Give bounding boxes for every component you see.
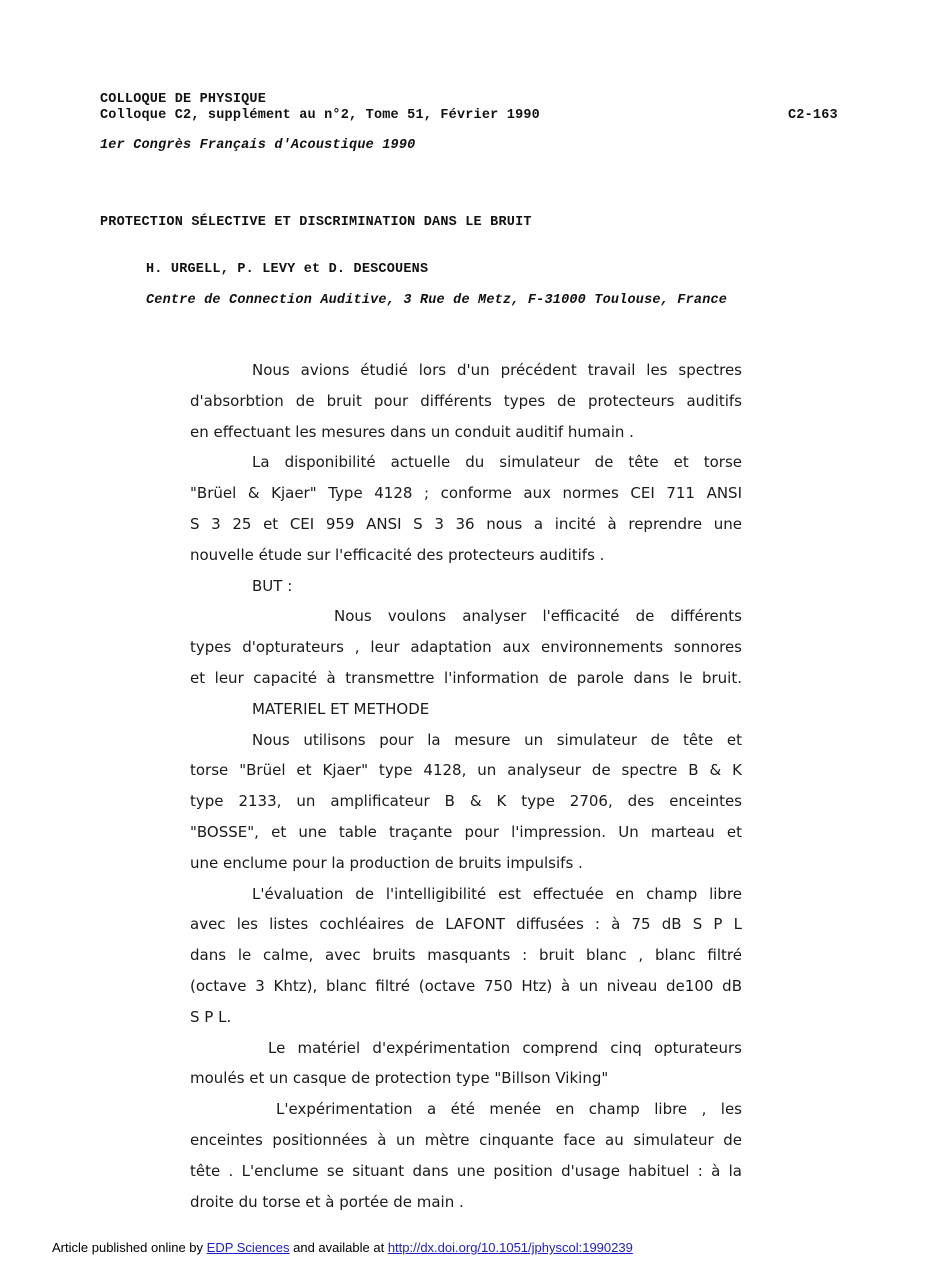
body-line: une enclume pour la production de bruits impulsifs .	[190, 853, 583, 872]
body-line: torse "Brüel et Kjaer" type 4128, un analyseur de spectre B & K	[190, 761, 742, 780]
publication-footer	[52, 1240, 633, 1255]
body-line: nouvelle étude sur l'efficacité des protecteurs auditifs .	[190, 545, 605, 564]
body-line: "Brüel & Kjaer" Type 4128 ; conforme aux normes CEI 711 ANSI	[190, 484, 742, 503]
body-line: et leur capacité à transmettre l'information de parole dans le bruit.	[190, 668, 742, 687]
body-line: type 2133, un amplificateur B & K type 2706, des enceintes	[190, 792, 742, 811]
body-line: "BOSSE", et une table traçante pour l'impression. Un marteau et	[190, 822, 742, 841]
body-line: moulés et un casque de protection type "Billson Viking"	[190, 1069, 609, 1088]
body-line: Nous avions étudié lors d'un précédent travail les spectres	[252, 361, 742, 379]
body-line: droite du torse et à portée de main .	[190, 1192, 464, 1211]
footer-middle: and available at	[289, 1240, 388, 1255]
article-body	[190, 355, 742, 1217]
congress-name: 1er Congrès Français d'Acoustique 1990	[100, 138, 416, 153]
body-line: (octave 3 Khtz), blanc filtré (octave 750 Htz) à un niveau de100 dB	[190, 976, 742, 995]
body-line: en effectuant les mesures dans un conduit auditif humain .	[190, 422, 634, 441]
edp-sciences-link[interactable]: EDP Sciences	[206, 1240, 290, 1255]
article-title: PROTECTION SÉLECTIVE ET DISCRIMINATION DANS LE BRUIT	[100, 215, 532, 230]
body-line: S 3 25 et CEI 959 ANSI S 3 36 nous a incité à reprendre une	[190, 514, 742, 533]
supplement-info: Colloque C2, supplément au n°2, Tome 51, Février 1990	[100, 108, 540, 123]
body-line: Nous voulons analyser l'efficacité de différents	[334, 607, 742, 626]
body-line: dans le calme, avec bruits masquants : bruit blanc , blanc filtré	[190, 946, 742, 965]
body-line: types d'opturateurs , leur adaptation aux environnements sonnores	[190, 638, 742, 657]
journal-name: COLLOQUE DE PHYSIQUE	[100, 92, 267, 107]
footer-prefix: Article published online by	[52, 1240, 207, 1255]
body-line: enceintes positionnées à un mètre cinquante face au simulateur de	[190, 1130, 742, 1149]
body-line: L'expérimentation a été menée en champ libre , les	[276, 1100, 742, 1119]
body-line: avec les listes cochléaires de LAFONT diffusées : à 75 dB S P L	[190, 915, 742, 934]
body-line: Nous utilisons pour la mesure un simulateur de tête et	[252, 730, 742, 749]
body-line: La disponibilité actuelle du simulateur de tête et torse	[252, 453, 742, 472]
body-line: Le matériel d'expérimentation comprend cinq opturateurs	[268, 1038, 742, 1057]
body-line: L'évaluation de l'intelligibilité est effectuée en champ libre	[252, 884, 742, 903]
body-line: tête . L'enclume se situant dans une position d'usage habituel : à la	[190, 1161, 742, 1180]
section-heading-materiel: MATERIEL ET METHODE	[252, 699, 430, 718]
body-line: S P L.	[190, 1007, 232, 1026]
section-heading-but: BUT :	[252, 576, 293, 595]
article-authors: H. URGELL, P. LEVY et D. DESCOUENS	[146, 262, 429, 277]
body-line: d'absorbtion de bruit pour différents types de protecteurs auditifs	[190, 391, 742, 410]
doi-link[interactable]: http://dx.doi.org/10.1051/jphyscol:1990239	[387, 1240, 633, 1255]
page-number: C2-163	[788, 108, 838, 123]
author-affiliation: Centre de Connection Auditive, 3 Rue de Metz, F-31000 Toulouse, France	[146, 293, 728, 308]
